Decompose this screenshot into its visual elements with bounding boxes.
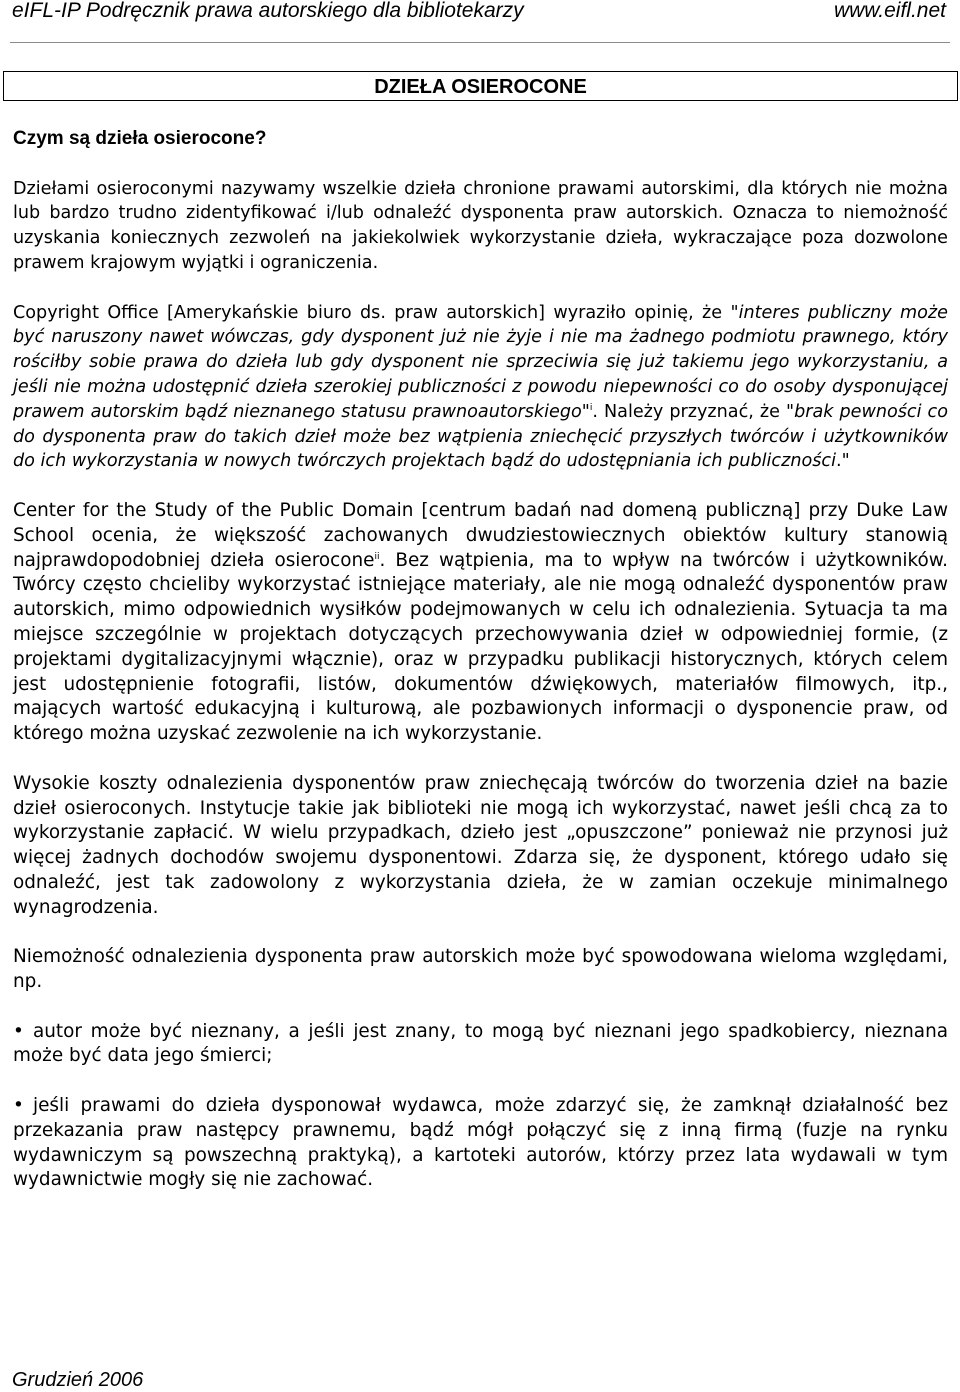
- header-publication-title: eIFL-IP Podręcznik prawa autorskiego dla bibliotekarzy: [12, 0, 524, 22]
- bullet-icon: •: [13, 1020, 24, 1042]
- bullet-text: autor może być nieznany, a jeśli jest znany, to mogą być nieznani jego spadkobiercy, nieznana może być data jego śmierci;: [13, 1020, 948, 1067]
- paragraph-costs: Wysokie koszty odnalezienia dysponentów praw zniechęcają twórców do tworzenia dzieł na bazie dzieł osieroconych. Instytucje takie jak biblioteki nie mogą ich wykorzystać, nawet jeśli chcą za to wykorzystanie zapłacić. W wielu przypadkach, dzieło jest „opuszczone” ponieważ nie przynosi już więcej żadnych dochodów swojemu dysponentowi. Zdarza się, że dysponent, którego udało się odnaleźć, jest tak zadowolony z wykorzystania dzieła, że w zamian oczekuje minimalnego wynagrodzenia.: [13, 772, 948, 918]
- document-body: [13, 127, 948, 1218]
- paragraph-duke-law: [13, 499, 948, 747]
- page-footer-date: Grudzień 2006: [12, 1369, 144, 1391]
- bullet-item: [13, 1094, 948, 1193]
- section-heading: Czym są dzieła osierocone?: [13, 128, 267, 149]
- paragraph-definition: Dziełami osieroconymi nazywamy wszelkie dzieła chronione prawami autorskimi, dla których nie można lub bardzo trudno zidentyfikować i/lub odnaleźć dysponenta praw autorskich. Oznacza to niemożność uzyskania koniecznych zezwoleń na jakiekolwiek wykorzystanie dzieła, wykraczające poza dozwolone prawem krajowym wyjątki i ograniczenia.: [13, 178, 948, 273]
- footnote-marker[interactable]: i: [589, 402, 593, 413]
- bullet-item: [13, 1020, 948, 1070]
- page-header: [12, 0, 946, 26]
- paragraph-text: . Należy przyznać, że ": [592, 401, 795, 422]
- footnote-marker[interactable]: ii: [374, 551, 380, 562]
- quote-italic: interes publiczny może być naruszony nawet wówczas, gdy dysponent już nie żyje i nie ma żadnego podmiotu prawnego, który rościłby sobie prawa do dzieła lub gdy dysponent nie sprzeciwia się już takiemu jego wykorzystaniu, a jeśli nie można udostępnić dzieła szerokiej publiczności z powodu niepewności co do osoby dysponującej prawem autorskim bądź nieznanego statusu prawnoautorskiego": [13, 302, 948, 422]
- paragraph-reasons-intro: Niemożność odnalezienia dysponenta praw autorskich może być spowodowana wieloma względami, np.: [13, 946, 948, 993]
- paragraph-text: Center for the Study of the Public Domain [centrum badań nad domeną publiczną] przy Duke Law School ocenia, że większość zachowanych dwudziestowiecznych obiektów kultury stanowią najprawdopodobniej dzieła osierocone: [13, 499, 948, 571]
- paragraph-text: .": [835, 451, 850, 472]
- bullet-icon: •: [13, 1095, 24, 1117]
- bullet-text: jeśli prawami do dzieła dysponował wydawca, może zdarzyć się, że zamknął działalność bez przekazania praw następcy prawnemu, bądź mógł połączyć się z inną firmą (fuzje na rynku wydawniczym są powszechną praktyką), a kartoteki autorów, którzy przez lata wydawali w tym wydawnictwie mogły się nie zachować.: [13, 1095, 948, 1191]
- chapter-title: DZIEŁA OSIEROCONE: [3, 71, 958, 101]
- header-divider: [10, 42, 950, 43]
- header-website: www.eifl.net: [833, 0, 946, 22]
- paragraph-copyright-office: [13, 301, 948, 475]
- quote-italic: brak pewności co do dysponenta praw do takich dzieł może bez wątpienia zniechęcić przyszłych twórców i użytkowników do ich wykorzystania w nowych twórczych projektach bądź do udostępniania ich publiczności: [13, 401, 948, 472]
- paragraph-text: . Bez wątpienia, ma to wpływ na twórców i użytkowników. Twórcy często chcieliby wykorzystać istniejące materiały, ale nie mogą odnaleźć dysponentów praw autorskich, mimo odpowiednich wysiłków podejmowanych w celu ich odnalezienia. Sytuacja ta ma miejsce szczególnie w projektach dotyczących przechowywania dzieł w odpowiedniej formie, (z projektami dygitalizacyjnymi włącznie), oraz w przypadku publikacji historycznych, których celem jest udostępnienie fotografii, listów, dokumentów dźwiękowych, materiałów filmowych, itp., mających wartość edukacyjną i kulturową, ale pozbawionych informacji o dysponencie praw, od którego można uzyskać zezwolenie na ich wykorzystanie.: [13, 549, 948, 745]
- paragraph-text: Copyright Office [Amerykańskie biuro ds. praw autorskich] wyraziło opinię, że ": [13, 302, 739, 323]
